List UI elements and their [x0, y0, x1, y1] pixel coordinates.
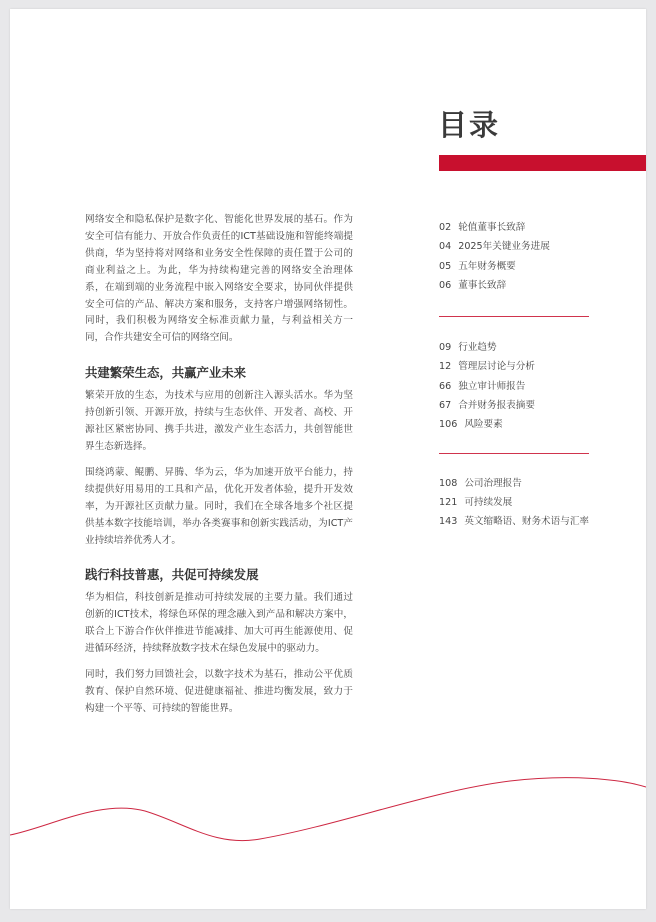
toc-item-label: 可持续发展 [464, 496, 513, 508]
toc-page-number: 66 [439, 380, 452, 392]
toc-title: 目录 [438, 108, 501, 142]
toc-page-number: 108 [439, 477, 458, 489]
body-text-column [85, 212, 353, 727]
toc-group-3 [439, 474, 604, 532]
toc-item[interactable] [439, 512, 604, 531]
section-heading-ecosystem: 共建繁荣生态，共赢产业未来 [85, 365, 247, 381]
toc-item[interactable] [439, 257, 604, 276]
toc-item-label: 风险要素 [464, 419, 503, 431]
toc-item[interactable] [439, 357, 604, 376]
toc-item[interactable] [439, 377, 604, 396]
ecosystem-paragraph-1: 繁荣开放的生态，为技术与应用的创新注入源头活水。华为坚持创新引领、开源开放，持续与生态伙伴、开发者、高校、开源社区紧密协同、携手共进，激发产业生态活力，共创智能世界生态新选择。 [85, 390, 353, 452]
toc-item-label: 2025年关键业务进展 [458, 241, 550, 253]
toc-page-number: 12 [439, 361, 452, 373]
toc-page-number: 67 [439, 400, 452, 412]
toc-item[interactable] [439, 276, 604, 295]
document-page [10, 9, 646, 909]
toc-item[interactable] [439, 415, 604, 434]
toc-item[interactable] [439, 493, 604, 512]
toc-item-label: 董事长致辞 [458, 279, 507, 291]
toc-page-number: 09 [439, 342, 452, 354]
toc-page-number: 106 [439, 419, 458, 431]
toc-item-label: 五年财务概要 [458, 260, 516, 272]
toc-item-label: 轮值董事长致辞 [458, 222, 526, 233]
intro-paragraph: 网络安全和隐私保护是数字化、智能化世界发展的基石。作为安全可信有能力、开放合作负责任的ICT基础设施和智能终端提供商，华为坚持将对网络和业务安全性保障的责任置于公司的商业利益之上。为此，华为持续构建完善的网络安全治理体系，在端到端的业务流程中嵌入网络安全要求，协同伙伴提供安全可信的产品、解决方案和服务，支持客户增强网络韧性。同时，我们积极为网络安全标准贡献力量，与利益相关方一同，合作共建安全可信的网络空间。 [85, 214, 353, 344]
toc-page-number: 143 [439, 516, 458, 528]
section-heading-sustainability: 践行科技普惠，共促可持续发展 [85, 567, 259, 583]
sustainability-paragraph-1: 华为相信，科技创新是推动可持续发展的主要力量。我们通过创新的ICT技术，将绿色环保的理念融入到产品和解决方案中，联合上下游合作伙伴推进节能减排、加大可再生能源使用、促进循环经济，持续释放数字技术在绿色发展中的驱动力。 [85, 592, 353, 655]
decorative-wave-line [10, 749, 646, 869]
sustainability-paragraph-2: 同时，我们努力回馈社会，以数字技术为基石，推动公平优质教育、保护自然环境、促进健康福祉、推进均衡发展，致力于构建一个平等、可持续的智能世界。 [85, 669, 353, 714]
toc-item[interactable] [439, 218, 604, 237]
toc-group-1 [439, 218, 604, 295]
toc-item[interactable] [439, 237, 604, 256]
toc-page-number: 04 [439, 241, 452, 253]
toc-item[interactable] [439, 396, 604, 415]
toc-page-number: 05 [439, 260, 452, 272]
toc-item-label: 合并财务报表摘要 [458, 400, 535, 412]
title-accent-bar [439, 155, 646, 171]
toc-page-number: 121 [439, 496, 458, 508]
toc-item-label: 英文缩略语、财务术语与汇率 [464, 516, 590, 528]
toc-item[interactable] [439, 474, 604, 493]
toc-page-number: 02 [439, 222, 452, 233]
table-of-contents [439, 218, 604, 532]
ecosystem-paragraph-2: 围绕鸿蒙、鲲鹏、昇腾、华为云，华为加速开放平台能力，持续提供好用易用的工具和产品，优化开发者体验，提升开发效率，为开源社区贡献力量。同时，我们在全球各地多个社区提供基本数字技能培训，举办各类赛事和创新实践活动，为ICT产业持续培养优秀人才。 [85, 466, 353, 546]
toc-item-label: 公司治理报告 [464, 477, 522, 489]
toc-item-label: 独立审计师报告 [458, 380, 526, 392]
toc-divider [439, 316, 589, 317]
toc-group-2 [439, 338, 604, 434]
toc-page-number: 06 [439, 279, 452, 291]
toc-item[interactable] [439, 338, 604, 357]
toc-item-label: 行业趋势 [458, 342, 497, 354]
toc-divider [439, 453, 589, 454]
toc-item-label: 管理层讨论与分析 [458, 361, 535, 373]
